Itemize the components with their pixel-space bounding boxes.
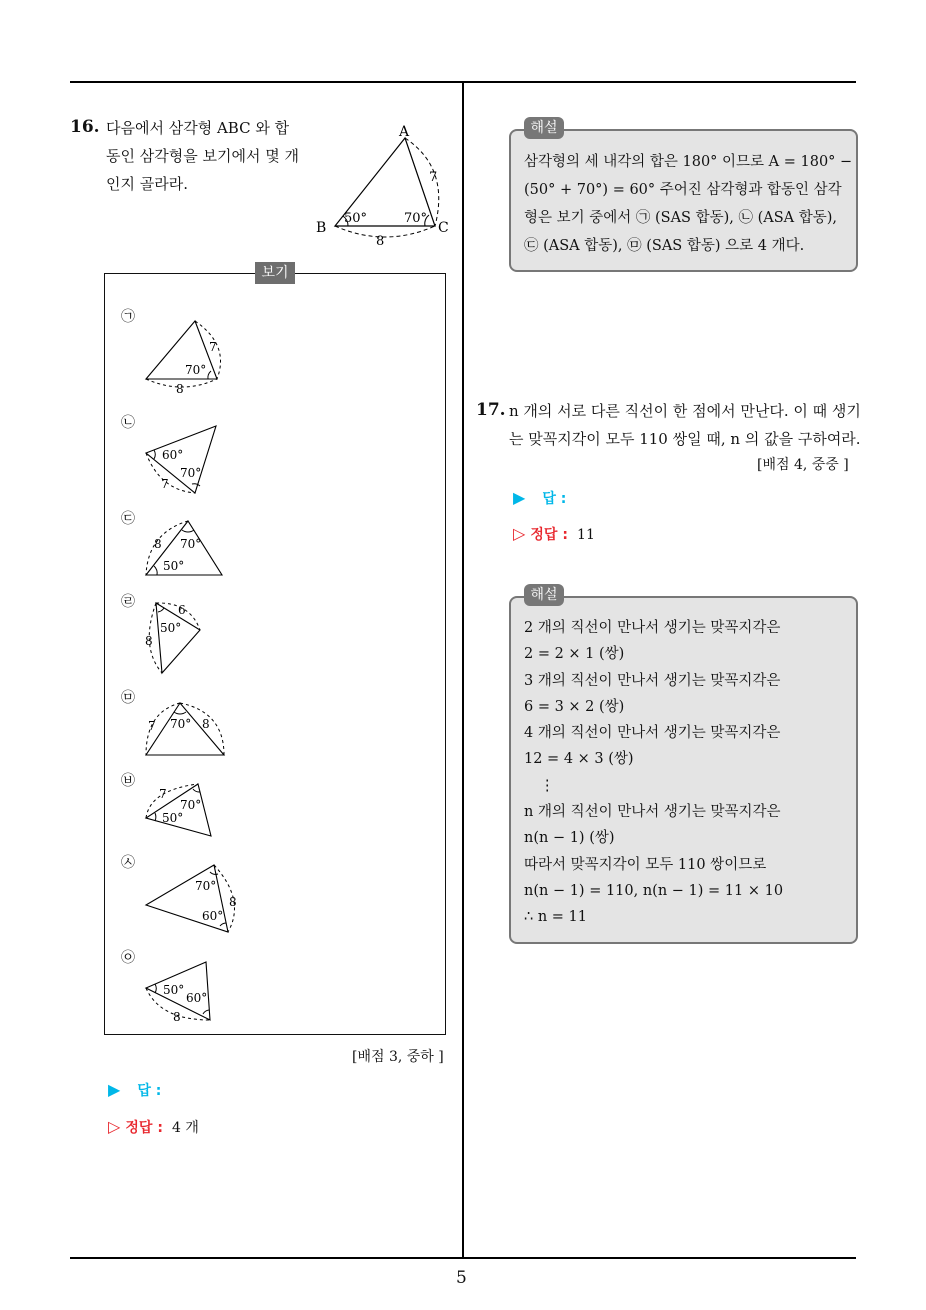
q17-correct-label: 정답 : <box>530 527 568 543</box>
triangle-item-5 <box>140 697 240 762</box>
item-marker-4: ㉣ <box>121 594 135 610</box>
item-marker-5: ㉤ <box>121 690 135 706</box>
page-number: 5 <box>456 1268 467 1288</box>
sol16-line4: ㉢ (ASA 합동), ㉤ (SAS 합동) 으로 4 개다. <box>524 238 805 254</box>
bogi-title: 보기 <box>255 262 295 284</box>
q16-solution-text <box>524 148 852 260</box>
triangle-item-2 <box>140 420 240 500</box>
sol17-line9: n(n − 1) (쌍) <box>524 830 615 847</box>
q17-score: [배점 4, 중중 ] <box>757 457 849 473</box>
item6-side7: 7 <box>159 787 167 801</box>
item-marker-6: ㉥ <box>121 773 135 789</box>
triangle-item-3 <box>140 515 240 585</box>
item3-angle50: 50° <box>163 559 185 573</box>
angle-c-label: 70° <box>404 211 428 226</box>
vertex-c-label: C <box>438 220 449 236</box>
sol17-line4: 6 = 3 × 2 (쌍) <box>524 698 625 715</box>
q17-answer-row <box>513 488 566 508</box>
item-marker-3: ㉢ <box>121 511 135 527</box>
item8-angle60: 60° <box>186 991 208 1005</box>
sol17-line10: 따라서 맞꼭지각이 모두 110 쌍이므로 <box>524 856 767 873</box>
triangle-item-6 <box>140 780 240 840</box>
item1-angle: 70° <box>185 363 207 377</box>
item4-angle50: 50° <box>160 621 182 635</box>
item2-side7: 7 <box>161 477 169 491</box>
q17-line1: n 개의 서로 다른 직선이 한 점에서 만난다. 이 때 생기 <box>509 402 861 420</box>
q17-text <box>509 397 861 453</box>
q17-solution-tab: 해설 <box>524 584 564 606</box>
q16-solution-tab: 해설 <box>524 117 564 139</box>
q17-correct-value: 11 <box>577 527 595 543</box>
triangle-abc-figure <box>310 118 460 248</box>
item3-side8: 8 <box>154 537 162 551</box>
q16-line1: 다음에서 삼각형 ABC 와 합 <box>106 119 290 137</box>
correct-arrow-icon: ▷ <box>513 524 526 543</box>
q17-solution-text <box>524 615 783 931</box>
sol17-line6: 12 = 4 × 3 (쌍) <box>524 751 634 768</box>
q16-score: [배점 3, 중하 ] <box>352 1049 444 1065</box>
item8-side8: 8 <box>173 1010 181 1024</box>
item7-angle70: 70° <box>195 879 217 893</box>
correct-arrow-icon: ▷ <box>108 1117 121 1136</box>
item5-side8: 8 <box>202 717 210 731</box>
item5-side7: 7 <box>148 719 156 733</box>
q16-correct-label: 정답 : <box>125 1120 163 1136</box>
triangle-item-7 <box>140 860 250 940</box>
vertex-a-label: A <box>399 124 410 140</box>
side-ac-label: 7 <box>429 170 438 185</box>
triangle-item-4 <box>140 597 240 677</box>
sol17-line8: n 개의 직선이 만나서 생기는 맞꼭지각은 <box>524 804 781 821</box>
q16-solution-box <box>509 129 858 272</box>
sol16-line2: (50° + 70°) = 60° 주어진 삼각형과 합동인 삼각 <box>524 182 842 198</box>
item4-side6: 6 <box>178 603 186 617</box>
item5-angle70: 70° <box>170 717 192 731</box>
item7-angle60: 60° <box>202 909 224 923</box>
q16-correct-row <box>108 1117 199 1137</box>
q16-correct-value: 4 개 <box>172 1120 199 1136</box>
sol17-line7: ⋮ <box>540 777 555 794</box>
sol17-line5: 4 개의 직선이 만나서 생기는 맞꼭지각은 <box>524 725 781 742</box>
bottom-rule <box>70 1257 856 1259</box>
triangle-item-8 <box>140 958 240 1028</box>
answer-arrow-icon: ▶ <box>108 1080 121 1099</box>
q16-answer-label: 답 : <box>137 1083 162 1099</box>
sol16-line1: 삼각형의 세 내각의 합은 180° 이므로 A = 180° − <box>524 154 853 170</box>
item1-side7: 7 <box>209 340 217 354</box>
q17-line2: 는 맞꼭지각이 모두 110 쌍일 때, n 의 값을 구하여라. <box>509 430 861 448</box>
sol17-line11: n(n − 1) = 110, n(n − 1) = 11 × 10 <box>524 882 784 899</box>
item-marker-7: ㉦ <box>121 855 135 871</box>
q17-answer-label: 답 : <box>542 491 567 507</box>
sol16-line3: 형은 보기 중에서 ㉠ (SAS 합동), ㉡ (ASA 합동), <box>524 210 838 226</box>
sol17-line3: 3 개의 직선이 만나서 생기는 맞꼭지각은 <box>524 672 781 689</box>
q17-correct-row <box>513 524 595 544</box>
sol17-line12: ∴ n = 11 <box>524 909 587 926</box>
q16-answer-row <box>108 1080 161 1100</box>
q16-line2: 동인 삼각형을 보기에서 몇 개 <box>106 147 299 165</box>
item6-angle50: 50° <box>162 811 184 825</box>
item-marker-2: ㉡ <box>121 415 135 431</box>
item-marker-1: ㉠ <box>121 309 135 325</box>
item3-angle70: 70° <box>180 537 202 551</box>
triangle-item-1 <box>140 315 240 400</box>
angle-b-label: 50° <box>344 211 368 226</box>
item2-angle70: 70° <box>180 466 202 480</box>
column-divider <box>462 82 464 1258</box>
side-bc-label: 8 <box>376 234 385 248</box>
q16-line3: 인지 골라라. <box>106 175 188 193</box>
q17-solution-box <box>509 596 858 944</box>
item7-side8: 8 <box>229 895 237 909</box>
item1-side8: 8 <box>176 382 184 396</box>
item8-angle50: 50° <box>163 983 185 997</box>
sol17-line1: 2 개의 직선이 만나서 생기는 맞꼭지각은 <box>524 620 781 636</box>
item-marker-8: ㉧ <box>121 950 135 966</box>
q16-text <box>106 114 306 198</box>
q17-number: 17. <box>476 400 506 420</box>
q16-number: 16. <box>70 117 100 137</box>
item2-angle60: 60° <box>162 448 184 462</box>
item4-side8: 8 <box>145 634 153 648</box>
vertex-b-label: B <box>316 220 327 236</box>
sol17-line2: 2 = 2 × 1 (쌍) <box>524 646 625 663</box>
item6-angle70: 70° <box>180 798 202 812</box>
answer-arrow-icon: ▶ <box>513 488 526 507</box>
